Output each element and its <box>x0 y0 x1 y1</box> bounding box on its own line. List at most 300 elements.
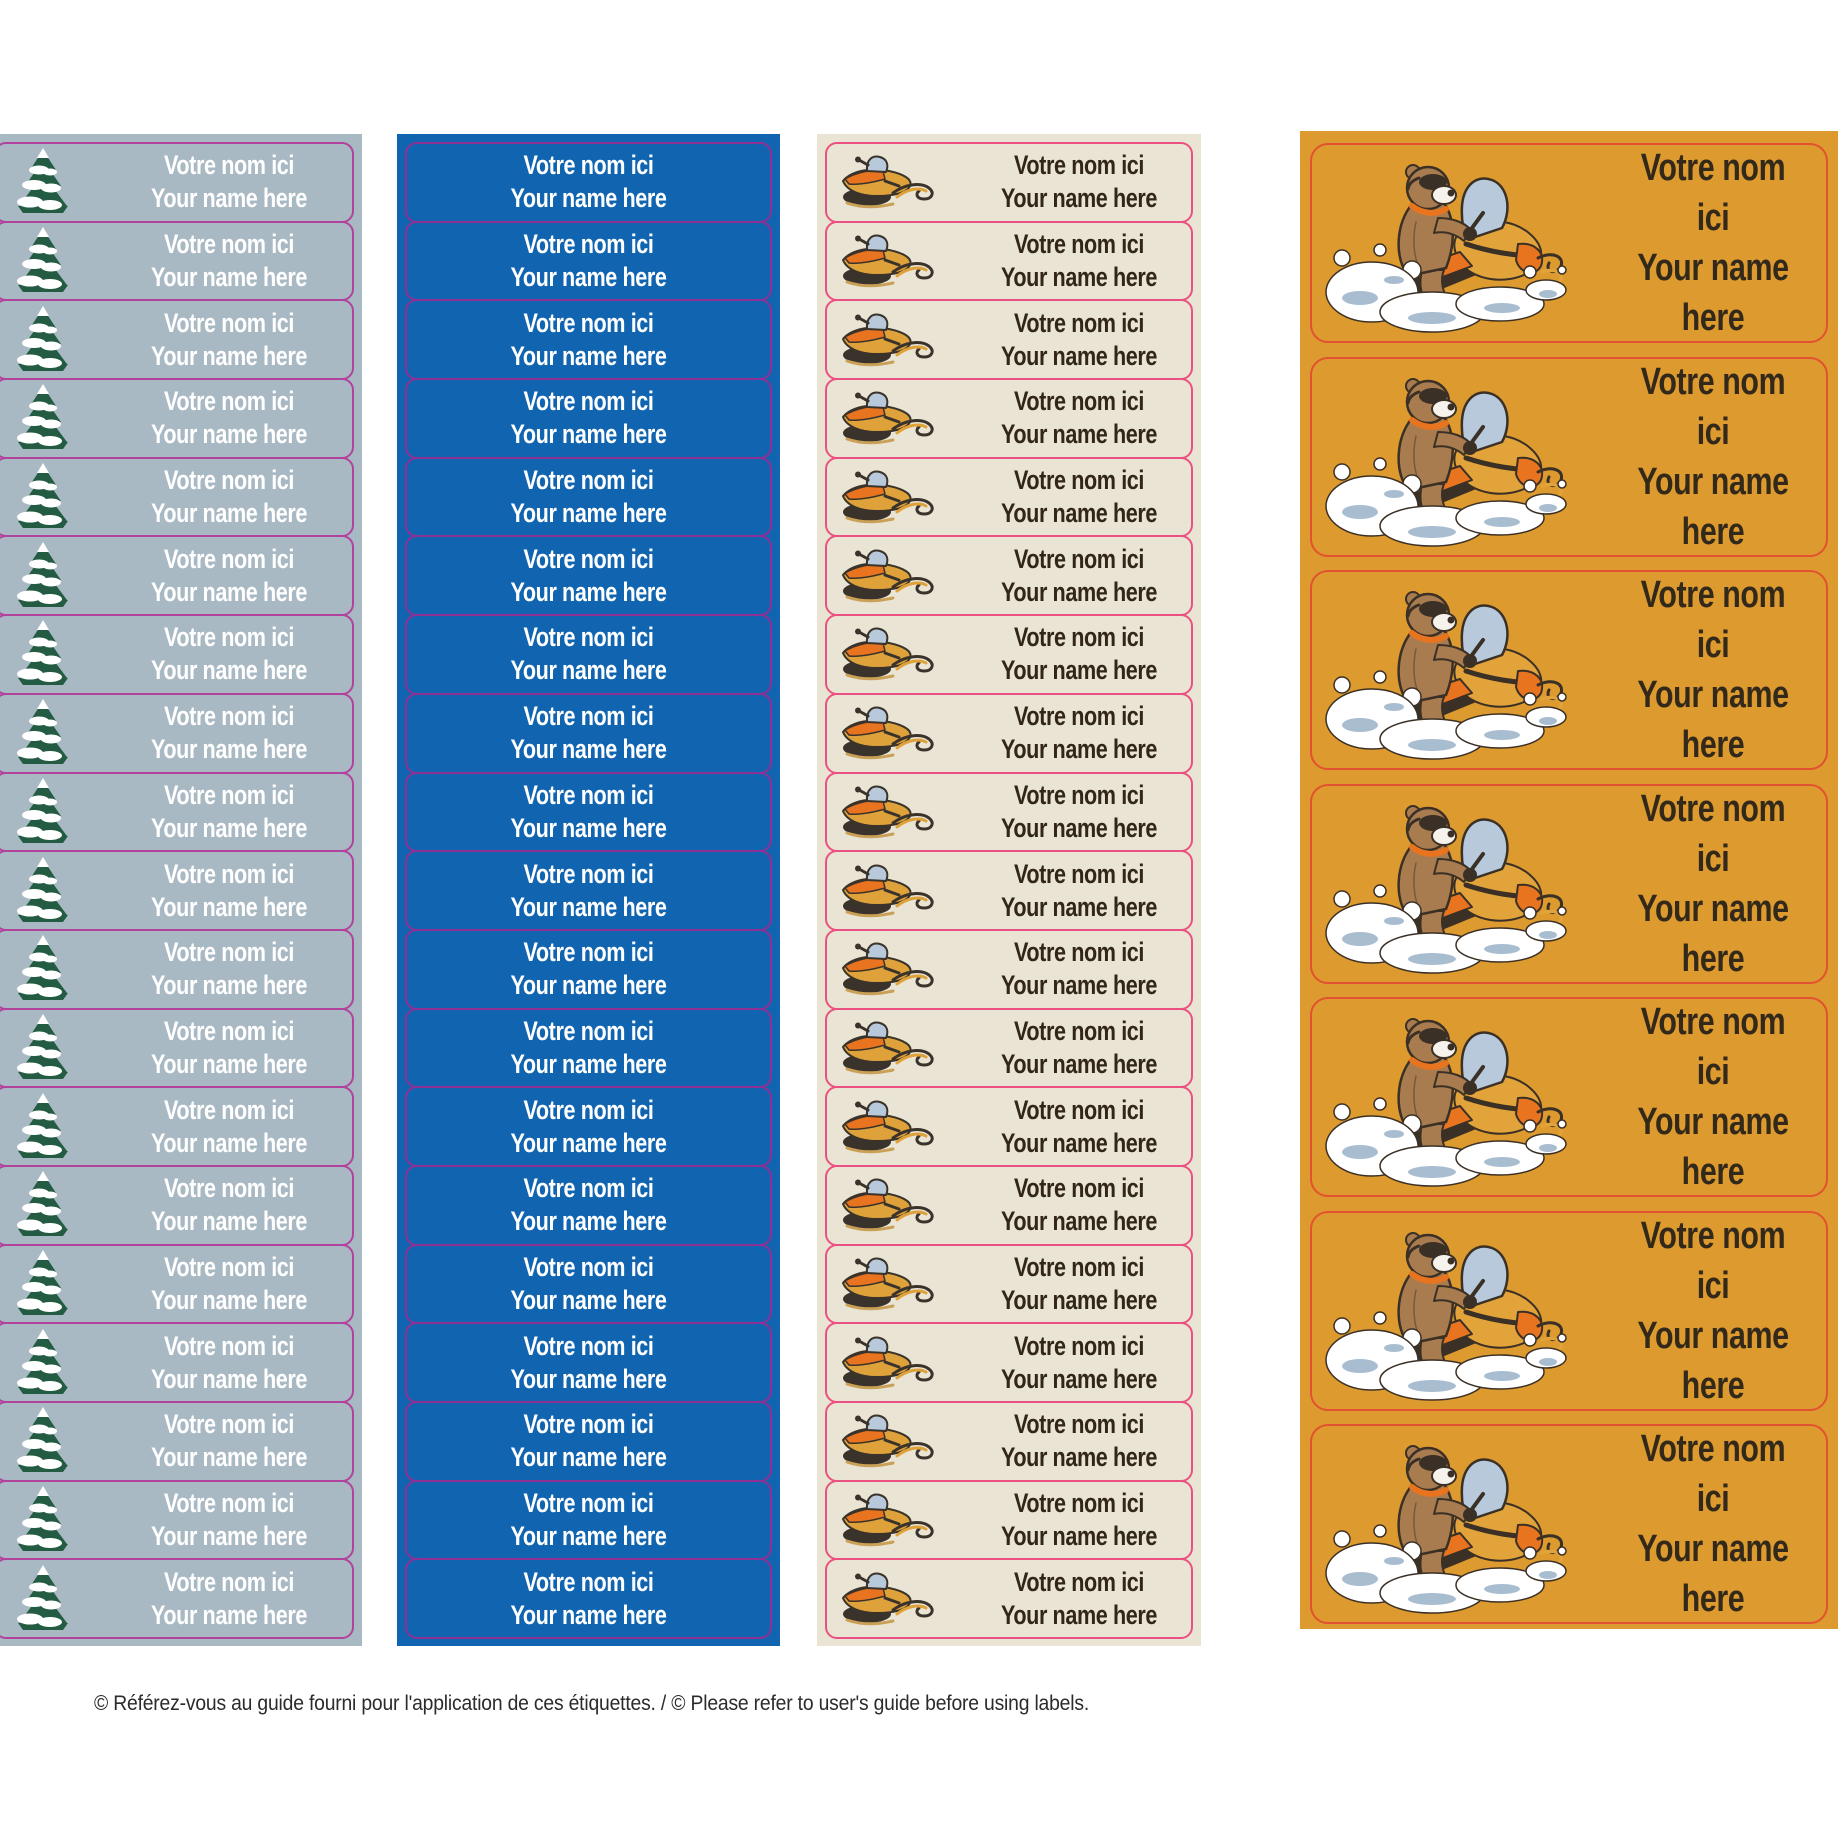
label-line-english: Your name here <box>1000 1206 1158 1237</box>
label-line-english: Your name here <box>150 1521 308 1552</box>
label-text <box>989 1330 1168 1396</box>
label-line-french: Votre nom ici <box>163 701 295 732</box>
label-text <box>131 385 328 451</box>
label-line-english: Your name here <box>510 1599 667 1630</box>
label-line-english: Your name here <box>1637 1101 1789 1193</box>
label-line-french: Votre nom ici <box>163 150 295 181</box>
label-icon-slot <box>0 227 106 295</box>
label-icon-slot <box>827 468 967 526</box>
label-line-english: Your name here <box>510 183 667 214</box>
label-line-english: Your name here <box>150 1127 308 1158</box>
label-icon-slot <box>1312 579 1600 761</box>
label-line-french: Votre nom ici <box>523 1094 654 1125</box>
name-label <box>405 457 772 538</box>
name-label <box>0 1401 354 1482</box>
label-icon-slot <box>0 1565 106 1633</box>
label-icon-slot <box>827 862 967 920</box>
label-icon-slot <box>0 1486 106 1554</box>
label-line-english: Your name here <box>1000 340 1158 371</box>
label-line-french: Votre nom ici <box>163 1173 295 1204</box>
label-text <box>443 858 733 924</box>
label-text <box>989 1094 1168 1160</box>
label-line-english: Your name here <box>1000 1521 1158 1552</box>
label-text <box>131 1251 328 1317</box>
name-label <box>825 1008 1193 1089</box>
label-icon-slot <box>827 547 967 605</box>
label-icon-slot <box>827 389 967 447</box>
label-text <box>1623 1424 1804 1624</box>
label-icon-slot <box>1312 1006 1600 1188</box>
snowmobile-icon <box>837 1412 941 1470</box>
label-text <box>989 621 1168 687</box>
label-icon-slot <box>827 940 967 998</box>
name-label <box>405 221 772 302</box>
name-label <box>405 929 772 1010</box>
label-icon-slot <box>0 1329 106 1397</box>
snowmobile-icon <box>837 547 941 605</box>
label-icon-slot <box>0 1171 106 1239</box>
label-line-french: Votre nom ici <box>1013 1015 1145 1046</box>
label-line-english: Your name here <box>510 340 667 371</box>
label-line-english: Your name here <box>510 498 667 529</box>
label-line-french: Votre nom ici <box>523 150 654 181</box>
label-line-english: Your name here <box>150 1206 308 1237</box>
label-text <box>443 543 733 609</box>
snowmobile-icon <box>837 1176 941 1234</box>
label-text <box>131 1172 328 1238</box>
label-icon-slot <box>827 1491 967 1549</box>
label-line-french: Votre nom ici <box>1013 1566 1145 1597</box>
name-label <box>0 1086 354 1167</box>
label-text <box>131 1408 328 1474</box>
label-line-french: Votre nom ici <box>1013 622 1145 653</box>
label-line-english: Your name here <box>510 1442 667 1473</box>
name-label <box>0 693 354 774</box>
label-line-english: Your name here <box>150 340 308 371</box>
label-line-french: Votre nom ici <box>1013 937 1145 968</box>
snowmobile-icon <box>837 153 941 211</box>
snowy-pine-tree-icon <box>10 227 76 295</box>
snowy-pine-tree-icon <box>10 620 76 688</box>
snowy-pine-tree-icon <box>10 1171 76 1239</box>
snowy-pine-tree-icon <box>10 857 76 925</box>
name-label <box>0 457 354 538</box>
label-icon-slot <box>827 1176 967 1234</box>
label-line-french: Votre nom ici <box>523 543 654 574</box>
label-text <box>131 149 328 215</box>
label-line-french: Votre nom ici <box>163 1251 295 1282</box>
label-line-english: Your name here <box>150 1284 308 1315</box>
snowy-pine-tree-icon <box>10 384 76 452</box>
name-label <box>405 1008 772 1089</box>
name-label <box>405 1322 772 1403</box>
label-text <box>131 228 328 294</box>
label-line-english: Your name here <box>150 1363 308 1394</box>
label-line-english: Your name here <box>1637 460 1789 553</box>
label-line-english: Your name here <box>510 891 667 922</box>
name-label <box>825 221 1193 302</box>
label-text <box>131 1094 328 1160</box>
label-line-french: Votre nom ici <box>163 1094 295 1125</box>
name-label <box>405 299 772 380</box>
label-icon-slot <box>827 704 967 762</box>
label-icon-slot <box>0 1014 106 1082</box>
label-text <box>443 1094 733 1160</box>
snowy-pine-tree-icon <box>10 778 76 846</box>
label-icon-slot <box>0 935 106 1003</box>
bear-on-snowmobile-icon <box>1320 793 1572 975</box>
label-text <box>1623 143 1804 343</box>
label-line-english: Your name here <box>150 1048 308 1079</box>
label-line-french: Votre nom ici <box>1013 1094 1145 1125</box>
label-line-english: Your name here <box>150 183 308 214</box>
label-icon-slot <box>827 1255 967 1313</box>
label-line-french: Votre nom ici <box>523 1566 654 1597</box>
snowy-pine-tree-icon <box>10 306 76 374</box>
label-line-french: Votre nom ici <box>523 1173 654 1204</box>
label-text <box>131 700 328 766</box>
name-label <box>1310 784 1828 984</box>
label-text <box>131 543 328 609</box>
label-line-english: Your name here <box>510 1206 667 1237</box>
bear-on-snowmobile-icon <box>1320 366 1572 548</box>
name-label <box>405 142 772 223</box>
label-line-english: Your name here <box>150 262 308 293</box>
label-line-french: Votre nom ici <box>163 622 295 653</box>
usage-note: © Référez-vous au guide fourni pour l'application de ces étiquettes. / © Please refer to user's guide before using labels. <box>94 1692 1090 1715</box>
label-text <box>443 1408 733 1474</box>
label-line-english: Your name here <box>150 812 308 843</box>
label-line-french: Votre nom ici <box>1013 1251 1145 1282</box>
label-text <box>989 1172 1168 1238</box>
label-text <box>443 1487 733 1553</box>
label-text <box>989 700 1168 766</box>
label-icon-slot <box>827 1570 967 1628</box>
label-line-english: Your name here <box>1000 812 1158 843</box>
label-text <box>989 858 1168 924</box>
label-line-english: Your name here <box>1000 655 1158 686</box>
snowy-pine-tree-icon <box>10 1565 76 1633</box>
label-line-french: Votre nom ici <box>523 1015 654 1046</box>
label-icon-slot <box>1312 1220 1600 1402</box>
label-line-english: Your name here <box>150 1599 308 1630</box>
label-icon-slot <box>1312 366 1600 548</box>
label-icon-slot <box>0 384 106 452</box>
label-line-english: Your name here <box>1000 576 1158 607</box>
snowmobile-icon <box>837 1570 941 1628</box>
snowy-pine-tree-icon <box>10 1329 76 1397</box>
label-line-english: Your name here <box>510 812 667 843</box>
label-text <box>989 1408 1168 1474</box>
label-line-english: Your name here <box>150 970 308 1001</box>
snowmobile-icon <box>837 468 941 526</box>
label-line-french: Votre nom ici <box>1013 1488 1145 1519</box>
label-line-french: Votre nom ici <box>523 229 654 260</box>
label-line-french: Votre nom ici <box>1013 858 1145 889</box>
label-line-english: Your name here <box>1000 262 1158 293</box>
label-line-french: Votre nom ici <box>1013 229 1145 260</box>
label-line-english: Your name here <box>1000 1442 1158 1473</box>
label-line-french: Votre nom ici <box>163 229 295 260</box>
label-icon-slot <box>827 1334 967 1392</box>
label-text <box>131 1330 328 1396</box>
label-text <box>1623 357 1804 557</box>
name-label <box>0 221 354 302</box>
snowmobile-icon <box>837 940 941 998</box>
label-line-french: Votre nom ici <box>523 1330 654 1361</box>
label-icon-slot <box>827 783 967 841</box>
name-label <box>405 1480 772 1561</box>
name-label <box>825 693 1193 774</box>
label-line-english: Your name here <box>1000 970 1158 1001</box>
name-label <box>0 1008 354 1089</box>
name-label <box>825 1401 1193 1482</box>
snowmobile-icon <box>837 232 941 290</box>
label-icon-slot <box>0 463 106 531</box>
label-line-english: Your name here <box>150 891 308 922</box>
label-text <box>989 1487 1168 1553</box>
label-text <box>443 1566 733 1632</box>
label-line-english: Your name here <box>150 1442 308 1473</box>
name-label <box>0 1558 354 1639</box>
label-line-french: Votre nom ici <box>523 1251 654 1282</box>
snowy-pine-tree-icon <box>10 699 76 767</box>
name-label <box>825 299 1193 380</box>
label-text <box>443 464 733 530</box>
label-icon-slot <box>0 148 106 216</box>
label-text <box>443 700 733 766</box>
name-label <box>1310 1211 1828 1411</box>
label-line-french: Votre nom ici <box>1013 1330 1145 1361</box>
name-label <box>0 1244 354 1325</box>
name-label <box>405 614 772 695</box>
label-icon-slot <box>0 1250 106 1318</box>
name-label <box>405 693 772 774</box>
label-icon-slot <box>827 1019 967 1077</box>
label-text <box>989 149 1168 215</box>
label-text <box>131 621 328 687</box>
bear-on-snowmobile-icon <box>1320 1433 1572 1615</box>
label-line-english: Your name here <box>1000 891 1158 922</box>
label-line-french: Votre nom ici <box>163 1015 295 1046</box>
label-line-french: Votre nom ici <box>523 386 654 417</box>
label-line-french: Votre nom ici <box>163 465 295 496</box>
name-label <box>1310 357 1828 557</box>
label-line-french: Votre nom ici <box>1013 150 1145 181</box>
name-label <box>405 535 772 616</box>
label-text <box>131 1566 328 1632</box>
name-label <box>0 1480 354 1561</box>
label-text <box>443 936 733 1002</box>
label-line-french: Votre nom ici <box>163 1488 295 1519</box>
label-line-french: Votre nom ici <box>523 622 654 653</box>
bear-on-snowmobile-icon <box>1320 579 1572 761</box>
snowy-pine-tree-icon <box>10 1486 76 1554</box>
name-label <box>1310 997 1828 1197</box>
label-icon-slot <box>1312 1433 1600 1615</box>
name-label <box>825 614 1193 695</box>
label-line-french: Votre nom ici <box>1013 543 1145 574</box>
snowmobile-icon <box>837 1255 941 1313</box>
label-line-english: Your name here <box>510 655 667 686</box>
label-line-french: Votre nom ici <box>163 858 295 889</box>
label-text <box>989 1566 1168 1632</box>
snowmobile-icon <box>837 389 941 447</box>
snowmobile-icon <box>837 704 941 762</box>
label-icon-slot <box>827 311 967 369</box>
name-label <box>405 1086 772 1167</box>
label-line-english: Your name here <box>1637 1528 1789 1620</box>
label-line-english: Your name here <box>510 262 667 293</box>
label-text <box>443 1251 733 1317</box>
label-line-english: Your name here <box>1637 247 1789 339</box>
bear-on-snowmobile-icon <box>1320 1220 1572 1402</box>
label-line-french: Votre nom ici <box>523 701 654 732</box>
label-line-french: Votre nom ici <box>163 307 295 338</box>
label-line-french: Votre nom ici <box>523 779 654 810</box>
sheet-plain-blue-labels <box>397 134 780 1646</box>
name-label <box>405 1244 772 1325</box>
name-label <box>0 299 354 380</box>
label-line-english: Your name here <box>1000 1048 1158 1079</box>
label-line-english: Your name here <box>1000 734 1158 765</box>
label-icon-slot <box>827 1098 967 1156</box>
label-line-french: Votre nom ici <box>1640 360 1786 453</box>
name-label <box>0 378 354 459</box>
label-text <box>443 1172 733 1238</box>
label-line-french: Votre nom ici <box>1640 787 1786 880</box>
label-line-french: Votre nom ici <box>1640 574 1786 666</box>
name-label <box>0 535 354 616</box>
snowmobile-icon <box>837 1334 941 1392</box>
label-text <box>989 307 1168 373</box>
name-label <box>825 142 1193 223</box>
label-icon-slot <box>0 306 106 374</box>
label-icon-slot <box>827 232 967 290</box>
snowmobile-icon <box>837 783 941 841</box>
label-text <box>443 621 733 687</box>
label-line-english: Your name here <box>1000 183 1158 214</box>
name-label <box>825 1480 1193 1561</box>
label-line-french: Votre nom ici <box>523 1409 654 1440</box>
label-icon-slot <box>0 542 106 610</box>
name-label <box>1310 143 1828 343</box>
label-line-french: Votre nom ici <box>1013 307 1145 338</box>
label-text <box>131 936 328 1002</box>
label-text <box>989 464 1168 530</box>
snowy-pine-tree-icon <box>10 463 76 531</box>
snowmobile-icon <box>837 625 941 683</box>
label-text <box>989 543 1168 609</box>
label-text <box>131 1015 328 1081</box>
name-label <box>0 850 354 931</box>
label-line-english: Your name here <box>510 1363 667 1394</box>
label-icon-slot <box>0 1407 106 1475</box>
name-label <box>825 535 1193 616</box>
name-label <box>825 1558 1193 1639</box>
label-text <box>989 385 1168 451</box>
label-line-french: Votre nom ici <box>523 858 654 889</box>
name-label <box>405 1165 772 1246</box>
label-line-english: Your name here <box>1000 1363 1158 1394</box>
label-line-english: Your name here <box>510 1048 667 1079</box>
sheet-winter-tree-labels <box>0 134 362 1646</box>
name-label <box>1310 570 1828 770</box>
name-label <box>825 1244 1193 1325</box>
label-text <box>989 228 1168 294</box>
label-line-french: Votre nom ici <box>523 307 654 338</box>
label-line-french: Votre nom ici <box>523 465 654 496</box>
sheet-bear-snowmobile-labels <box>1300 131 1838 1629</box>
label-line-english: Your name here <box>510 970 667 1001</box>
label-line-english: Your name here <box>1637 674 1789 766</box>
name-label <box>825 378 1193 459</box>
label-line-english: Your name here <box>1000 498 1158 529</box>
bear-on-snowmobile-icon <box>1320 1006 1572 1188</box>
label-line-french: Votre nom ici <box>163 937 295 968</box>
snowy-pine-tree-icon <box>10 148 76 216</box>
label-line-french: Votre nom ici <box>1013 1173 1145 1204</box>
snowy-pine-tree-icon <box>10 935 76 1003</box>
label-line-french: Votre nom ici <box>523 937 654 968</box>
label-line-french: Votre nom ici <box>163 779 295 810</box>
label-text <box>131 464 328 530</box>
label-icon-slot <box>0 1093 106 1161</box>
label-line-english: Your name here <box>510 419 667 450</box>
label-line-french: Votre nom ici <box>1013 386 1145 417</box>
name-label <box>1310 1424 1828 1624</box>
label-line-english: Your name here <box>510 1127 667 1158</box>
label-icon-slot <box>827 153 967 211</box>
label-text <box>1623 1211 1804 1411</box>
label-line-french: Votre nom ici <box>163 1330 295 1361</box>
name-label <box>405 850 772 931</box>
label-line-english: Your name here <box>1000 419 1158 450</box>
name-label <box>825 772 1193 853</box>
name-label <box>405 772 772 853</box>
label-icon-slot <box>0 620 106 688</box>
label-line-english: Your name here <box>150 498 308 529</box>
label-text <box>443 149 733 215</box>
label-text <box>989 1251 1168 1317</box>
label-icon-slot <box>0 699 106 767</box>
label-line-english: Your name here <box>510 1521 667 1552</box>
name-label <box>825 457 1193 538</box>
label-line-french: Votre nom ici <box>163 1566 295 1597</box>
name-label <box>0 1322 354 1403</box>
name-label <box>405 378 772 459</box>
label-text <box>443 779 733 845</box>
label-line-english: Your name here <box>510 576 667 607</box>
snowmobile-icon <box>837 862 941 920</box>
name-label <box>825 850 1193 931</box>
snowmobile-icon <box>837 1019 941 1077</box>
label-line-english: Your name here <box>510 1284 667 1315</box>
label-line-french: Votre nom ici <box>523 1488 654 1519</box>
label-line-french: Votre nom ici <box>1640 1428 1786 1520</box>
name-label <box>825 1322 1193 1403</box>
name-label <box>0 142 354 223</box>
label-icon-slot <box>0 778 106 846</box>
label-text <box>131 779 328 845</box>
label-line-french: Votre nom ici <box>1013 1409 1145 1440</box>
name-label <box>825 929 1193 1010</box>
label-text <box>131 307 328 373</box>
label-icon-slot <box>827 625 967 683</box>
label-text <box>989 779 1168 845</box>
label-line-english: Your name here <box>150 734 308 765</box>
label-icon-slot <box>827 1412 967 1470</box>
